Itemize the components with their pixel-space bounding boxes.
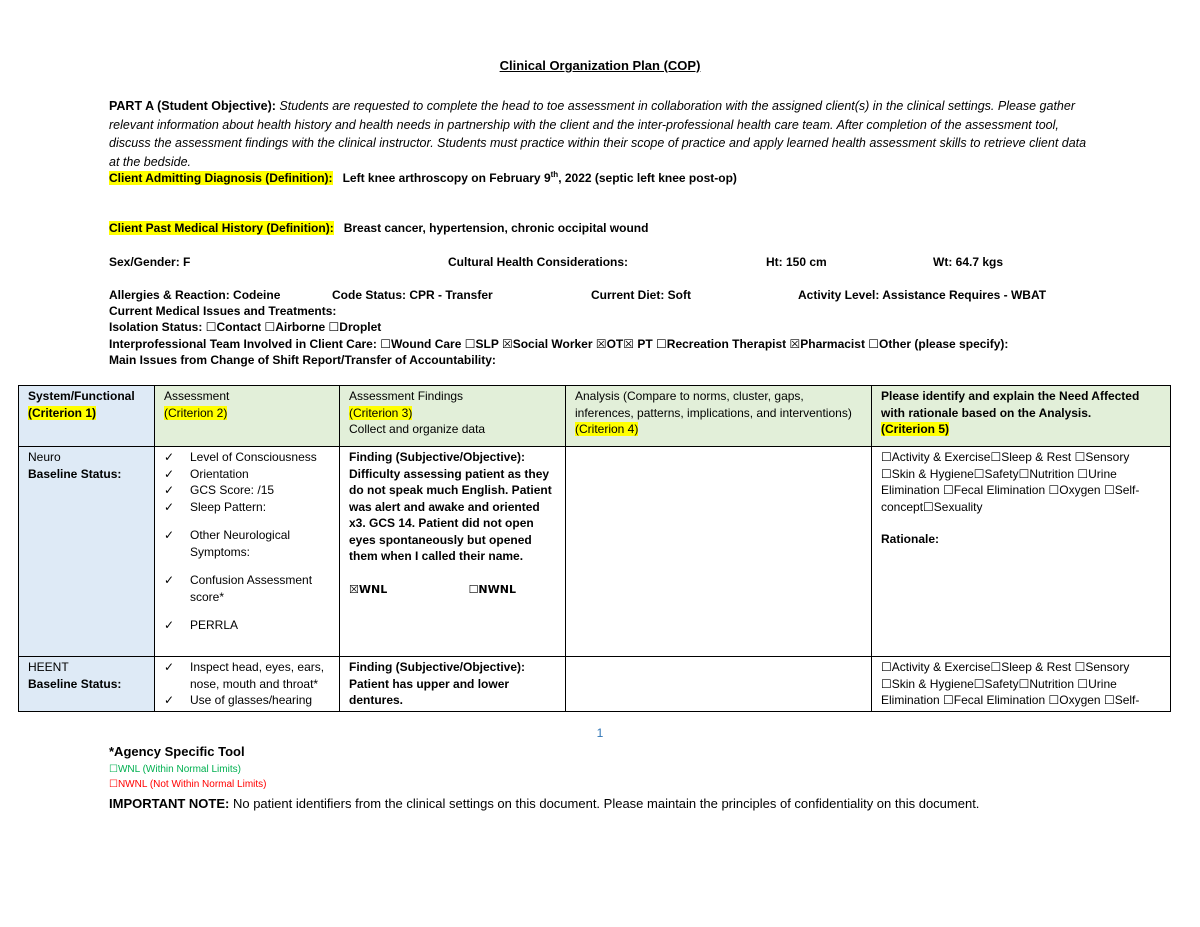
criterion-3: (Criterion 3) — [349, 405, 413, 420]
important-note — [109, 794, 1069, 814]
current-medical-issues: Current Medical Issues and Treatments: — [109, 304, 337, 318]
neuro-wnl-row — [349, 581, 556, 599]
heent-findings-cell — [340, 657, 566, 712]
weight: Wt: 64.7 kgs — [933, 255, 1004, 269]
criterion-4: (Criterion 4) — [575, 422, 639, 436]
neuro-rationale-label: Rationale: — [881, 532, 940, 546]
activity-level: Activity Level: Assistance Requires - WBAT — [798, 288, 1047, 302]
team-options: ☐Wound Care ☐SLP ☒Social Worker ☒OT☒ PT ☐Recreation Therapist ☒Pharmacist ☐Other (please specify): — [380, 337, 1009, 351]
criterion-2: (Criterion 2) — [164, 405, 228, 420]
header-findings: Assessment Findings (Criterion 3) Collect and organize data — [340, 386, 566, 447]
checkmark-icon: ✓ — [164, 618, 175, 632]
header-assessment: Assessment (Criterion 2) — [155, 386, 340, 447]
table-row-heent — [19, 657, 1171, 712]
neuro-finding-text: Difficulty assessing patient as they do not speak much English. Patient was alert and awake and oriented x3. GCS 14. Patient did not open eyes spontaneously but opened them when I called their name. — [349, 466, 552, 563]
header-need-affected: Please identify and explain the Need Affected with rationale based on the Analysis. (Criterion 5) — [872, 386, 1171, 447]
neuro-system-label: Neuro — [28, 450, 61, 464]
heent-system-label: HEENT — [28, 660, 69, 674]
current-diet: Current Diet: Soft — [591, 288, 691, 302]
heent-assessment-cell — [155, 657, 340, 712]
isolation-status — [109, 320, 381, 334]
part-a-objective — [109, 97, 1089, 171]
list-item: ✓ GCS Score: /15 — [164, 483, 275, 497]
checkmark-icon: ✓ — [164, 528, 175, 542]
isolation-label: Isolation Status: — [109, 320, 203, 334]
agency-specific-note: *Agency Specific Tool — [109, 744, 245, 759]
heent-checklist — [164, 659, 330, 709]
admitting-diagnosis-line — [109, 170, 737, 185]
neuro-checklist — [164, 449, 330, 634]
header-analysis: Analysis (Compare to norms, cluster, gaps, inferences, patterns, implications, and interventions) (Criterion 4) — [566, 386, 872, 447]
page-title: Clinical Organization Plan (COP) — [499, 58, 701, 73]
heent-analysis-cell[interactable] — [566, 657, 872, 712]
heent-need-cell — [872, 657, 1171, 712]
interprofessional-team — [109, 337, 1008, 351]
past-medical-history-line — [109, 221, 648, 235]
allergies: Allergies & Reaction: Codeine — [109, 288, 281, 302]
criterion-1: (Criterion 1) — [28, 405, 97, 420]
heent-system-cell — [19, 657, 155, 712]
team-label: Interprofessional Team Involved in Client Care: — [109, 337, 377, 351]
list-item: ✓ Level of Consciousness — [164, 450, 317, 464]
neuro-assessment-cell — [155, 447, 340, 657]
checkmark-icon: ✓ — [164, 466, 175, 481]
main-issues: Main Issues from Change of Shift Report/Transfer of Accountability: — [109, 353, 496, 367]
page-number: 1 — [596, 726, 604, 740]
neuro-findings-cell — [340, 447, 566, 657]
list-item: ✓ Confusion Assessment score* — [164, 573, 313, 604]
neuro-nwnl-checkbox[interactable]: ☐NWNL — [468, 582, 516, 596]
height: Ht: 150 cm — [766, 255, 827, 269]
important-note-label: IMPORTANT NOTE: — [109, 796, 230, 811]
neuro-finding-label: Finding (Subjective/Objective): — [349, 450, 526, 464]
admitting-diagnosis-value2: , 2022 (septic left knee post-op) — [558, 171, 737, 185]
heent-baseline-label: Baseline Status: — [28, 676, 122, 691]
header-system: System/Functional (Criterion 1) — [19, 386, 155, 447]
checkmark-icon: ✓ — [164, 450, 175, 464]
checkmark-icon: ✓ — [164, 573, 175, 587]
admitting-diagnosis-sup: th — [550, 170, 559, 179]
neuro-needs-options[interactable]: ☐Activity & Exercise☐Sleep & Rest ☐Sensory ☐Skin & Hygiene☐Safety☐Nutrition ☐Urine Elimination ☐Fecal Elimination ☐Oxygen ☐Self-concept☐Sexuality — [881, 450, 1140, 514]
criterion-5: (Criterion 5) — [881, 422, 950, 436]
list-item: ✓ Other Neurological Symptoms: — [164, 528, 291, 559]
list-item: ✓ Orientation — [164, 466, 249, 481]
heent-finding-text: Patient has upper and lower dentures. — [349, 676, 510, 707]
neuro-system-cell — [19, 447, 155, 657]
nwnl-legend: ☐NWNL (Not Within Normal Limits) — [109, 779, 267, 790]
neuro-need-cell — [872, 447, 1171, 657]
code-status: Code Status: CPR - Transfer — [332, 288, 493, 302]
table-header-row — [19, 386, 1171, 447]
important-note-text: No patient identifiers from the clinical settings on this document. Please maintain the principles of confidentiality on this document. — [229, 796, 980, 811]
table-row-neuro — [19, 447, 1171, 657]
sex-gender: Sex/Gender: F — [109, 255, 191, 269]
heent-finding-label: Finding (Subjective/Objective): — [349, 660, 526, 674]
neuro-analysis-cell[interactable] — [566, 447, 872, 657]
isolation-options: ☐Contact ☐Airborne ☐Droplet — [205, 320, 382, 334]
admitting-diagnosis-value: Left knee arthroscopy on February 9 — [342, 171, 551, 185]
checkmark-icon: ✓ — [164, 483, 175, 497]
checkmark-icon: ✓ — [164, 693, 175, 707]
pmh-label: Client Past Medical History (Definition): — [109, 221, 334, 235]
heent-needs-options[interactable]: ☐Activity & Exercise☐Sleep & Rest ☐Sensory ☐Skin & Hygiene☐Safety☐Nutrition ☐Urine Elimination ☐Fecal Elimination ☐Oxygen ☐Self- — [881, 660, 1140, 707]
part-a-label: PART A (Student Objective): — [109, 99, 276, 113]
checkmark-icon: ✓ — [164, 660, 175, 674]
neuro-wnl-checkbox[interactable]: ☒WNL — [349, 582, 388, 596]
list-item: ✓ Inspect head, eyes, ears, nose, mouth and throat* — [164, 660, 325, 691]
list-item: ✓ Use of glasses/hearing — [164, 693, 313, 707]
checkmark-icon: ✓ — [164, 499, 175, 514]
cultural-considerations: Cultural Health Considerations: — [448, 255, 629, 269]
wnl-legend: ☐WNL (Within Normal Limits) — [109, 764, 241, 775]
assessment-table — [18, 385, 1171, 712]
neuro-baseline-label: Baseline Status: — [28, 466, 122, 481]
list-item: ✓ PERRLA — [164, 618, 239, 632]
pmh-value: Breast cancer, hypertension, chronic occipital wound — [343, 221, 649, 235]
list-item: ✓ Sleep Pattern: — [164, 499, 267, 514]
part-a-text: Students are requested to complete the head to toe assessment in collaboration with the assigned client(s) in the clinical settings. Please gather relevant information about health history and health needs in partnership with the client and the inter-professional health care team. After completion of the assessment tool, discuss the assessment findings with the clinical instructor. Students must practice within their scope of practice and apply learned health assessment skills to retrieve client data at the bedside. — [109, 99, 1087, 169]
admitting-diagnosis-label: Client Admitting Diagnosis (Definition): — [109, 171, 333, 185]
